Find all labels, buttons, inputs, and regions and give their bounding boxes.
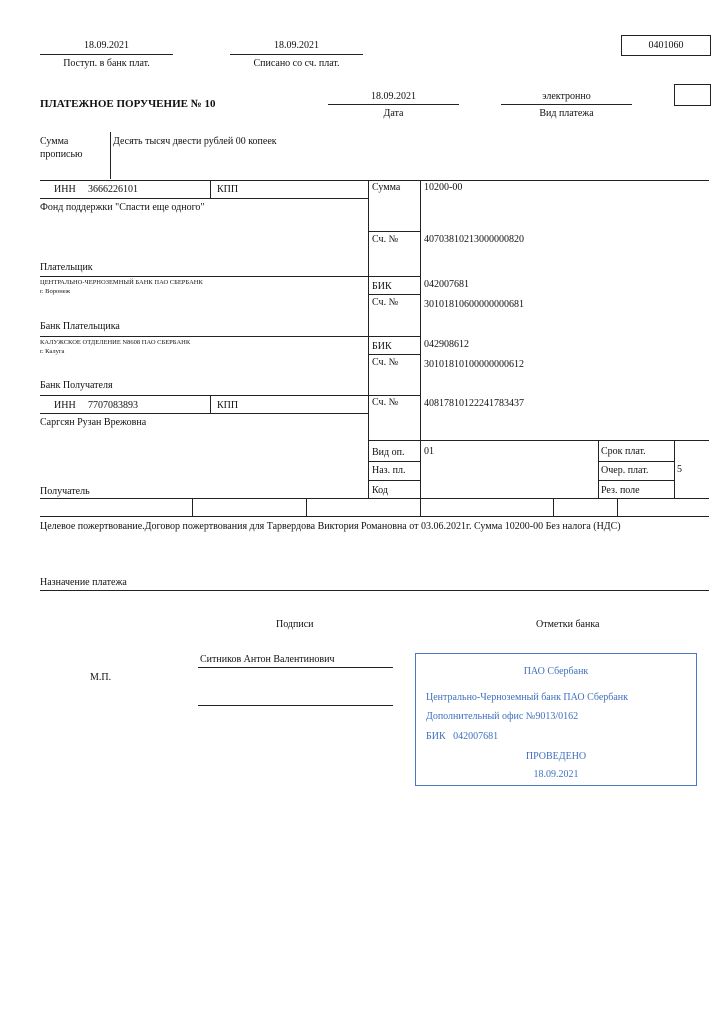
stamp-branch: Центрально-Черноземный банк ПАО Сбербанк [426,692,629,703]
payee-bik-label: БИК [372,341,392,352]
payee-section-label: Получатель [40,486,90,497]
stamp-bank: ПАО Сбербанк [523,666,589,677]
payee-name: Саргсян Рузан Врежовна [40,417,147,428]
payee-bank-name: КАЛУЖСКОЕ ОТДЕЛЕНИЕ N8608 ПАО СБЕРБАНК [40,339,191,346]
payee-account-label: Сч. № [372,397,399,408]
debited-label: Списано со сч. плат. [253,58,340,69]
payer-name: Фонд поддержки "Спасти еще одного" [40,202,205,213]
payer-bank-label: Банк Плательщика [40,321,120,332]
received-date: 18.09.2021 [84,40,129,51]
document-date: 18.09.2021 [371,91,416,102]
form-code: 0401060 [621,35,711,56]
payer-bank-name: ЦЕНТРАЛЬНО-ЧЕРНОЗЕМНЫЙ БАНК ПАО СБЕРБАНК [40,279,203,286]
signer-name: Ситников Антон Валентинович [200,654,335,665]
debited-date: 18.09.2021 [274,40,319,51]
amount-words-label: Сумма прописью [40,136,83,160]
payer-bik: 042007681 [424,279,469,290]
op-type: 01 [424,446,434,457]
bank-stamp [415,653,697,786]
status-box [674,84,711,106]
purpose-code-label: Наз. пл. [372,465,406,476]
payee-kpp-label: КПП [217,400,239,411]
date-label: Дата [383,108,404,119]
deadline-label: Срок плат. [601,446,646,457]
payer-inn: 3666226101 [88,184,138,195]
amount-words: Десять тысяч двести рублей 00 копеек [113,136,277,147]
payee-inn-label: ИНН [54,400,76,411]
payer-bank-account: 30101810600000000681 [424,299,524,310]
received-label: Поступ. в банк плат. [63,58,150,69]
payer-section-label: Плательщик [40,262,93,273]
priority-label: Очер. плат. [601,465,649,476]
stamp-office: Дополнительный офис №9013/0162 [426,711,579,722]
payer-account-label: Сч. № [372,234,399,245]
payment-type-label: Вид платежа [539,108,594,119]
payer-account: 40703810213000000820 [424,234,524,245]
payment-purpose-label: Назначение платежа [40,577,127,588]
sum-label: Сумма [372,182,401,193]
reserve-label: Рез. поле [601,485,640,496]
payer-bank-city: г. Воронеж [40,288,71,295]
payee-account: 40817810122241783437 [424,398,524,409]
payee-bik: 042908612 [424,339,469,350]
bank-marks-label: Отметки банка [536,619,600,630]
code-label: Код [372,485,388,496]
op-type-label: Вид оп. [372,447,405,458]
priority-value: 5 [677,464,682,475]
payment-purpose: Целевое пожертвование.Договор пожертвования для Тарвердова Виктория Романовна от 03.06.2021г. Сумма 10200-00 Без налога (НДС) [40,521,621,532]
page-title: ПЛАТЕЖНОЕ ПОРУЧЕНИЕ № 10 [40,98,216,110]
payee-bank-account: 30101810100000000612 [424,359,524,370]
seal-label: М.П. [90,672,112,683]
sum-value: 10200-00 [424,182,463,193]
payee-bank-account-label: Сч. № [372,357,399,368]
payer-kpp-label: КПП [217,184,239,195]
payee-bank-label: Банк Получателя [40,380,113,391]
payee-bank-city: г. Калуга [40,348,65,355]
payer-bank-account-label: Сч. № [372,297,399,308]
stamp-bik: БИК 042007681 [426,731,499,742]
payer-bik-label: БИК [372,281,392,292]
stamp-status: ПРОВЕДЕНО [525,751,587,762]
stamp-date: 18.09.2021 [533,769,579,780]
payee-inn: 7707083893 [88,400,138,411]
payer-inn-label: ИНН [54,184,76,195]
payment-type: электронно [542,91,591,102]
signatures-label: Подписи [276,619,314,630]
